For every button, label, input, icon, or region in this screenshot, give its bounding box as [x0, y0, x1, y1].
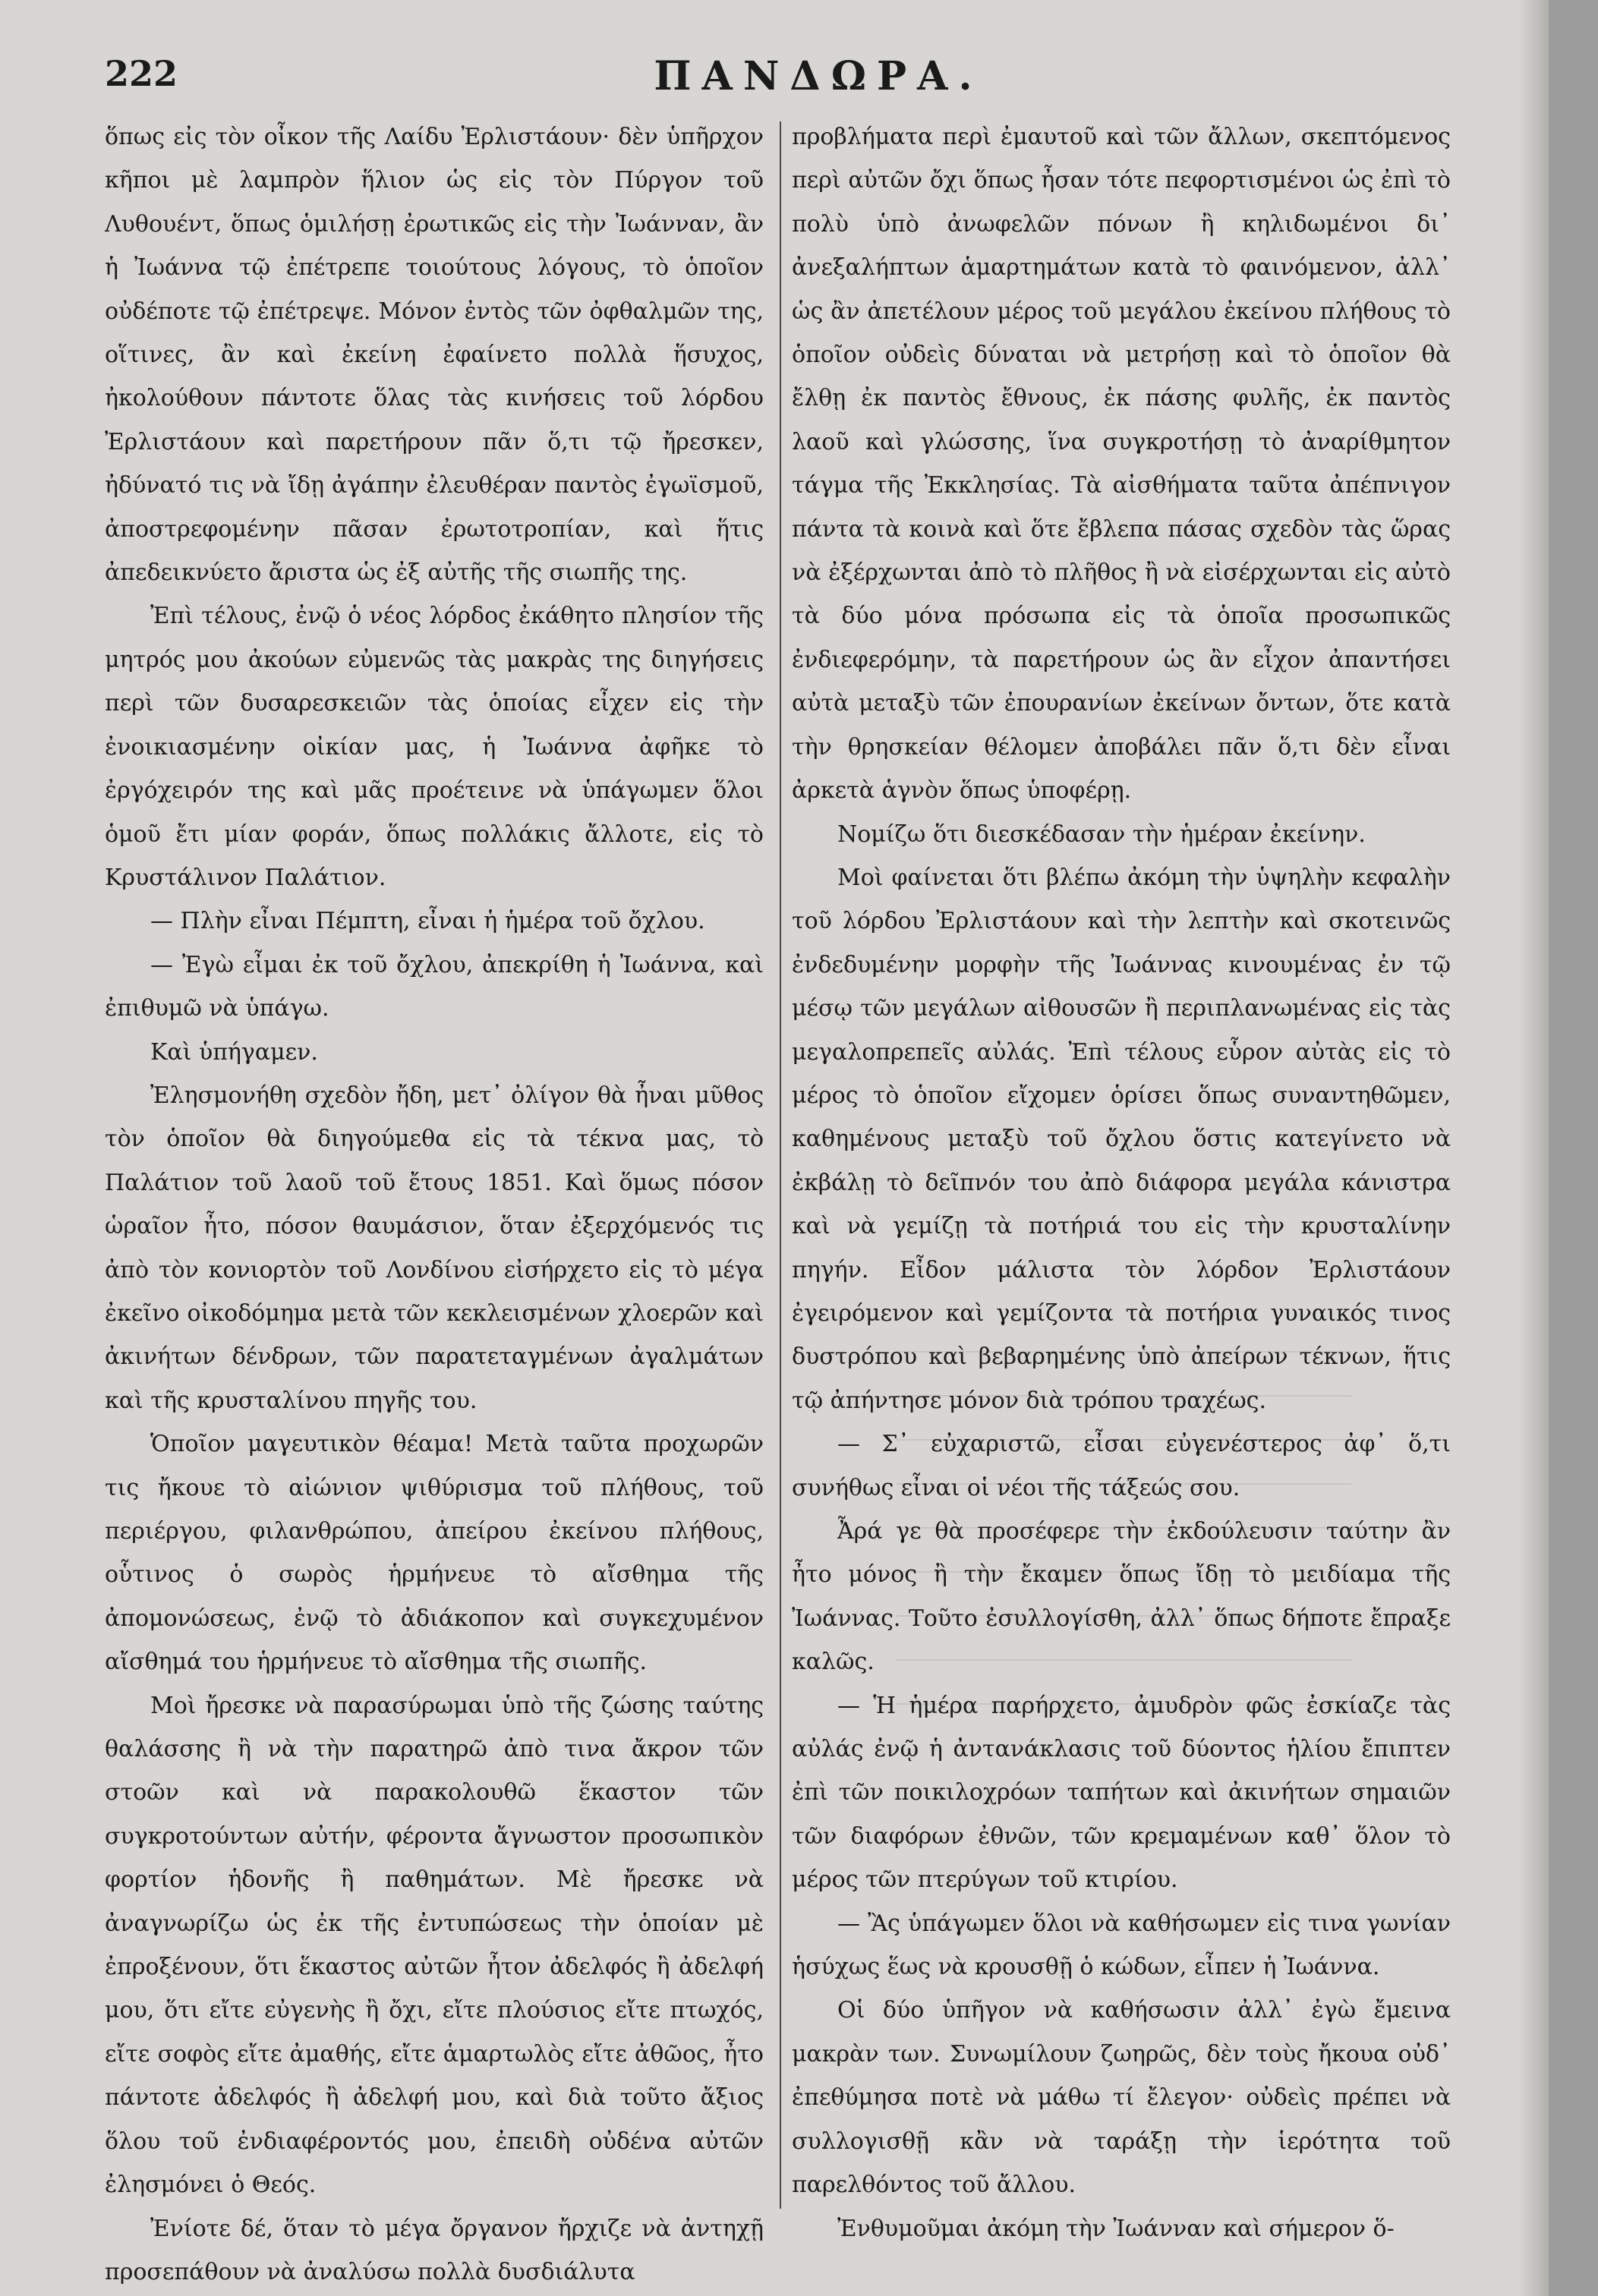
- paragraph: — Σ᾽ εὐχαριστῶ, εἶσαι εὐγενέστερος ἀφ᾽ ὅ,τι συνήθως εἶναι οἱ νέοι τῆς τάξεώς σου.: [792, 1431, 1451, 1501]
- paragraph: Μοὶ ἤρεσκε νὰ παρασύρωμαι ὑπὸ τῆς ζώσης ταύτης θαλάσσης ἢ νὰ τὴν παρατηρῶ ἀπὸ τινα ἄκρον τῶν στοῶν καὶ νὰ παρακολουθῶ ἕκαστον τῶν συγκροτούντων αὐτήν, φέροντα ἄγνωστον προσωπικὸν φορτίον ἡδονῆς ἢ παθημάτων. Μὲ ἤρεσκε νὰ ἀναγνωρίζω ὡς ἐκ τῆς ἐντυπώσεως τὴν ὁποίαν μὲ ἐπροξένουν, ὅτι ἕκαστος αὐτῶν ἦτον ἀδελφός ἢ ἀδελφή μου, ὅτι εἴτε εὐγενὴς ἢ ὄχι, εἴτε πλούσιος εἴτε πτωχός, εἴτε σοφὸς εἴτε ἀμαθής, εἴτε ἁμαρτωλὸς εἴτε ἀθῶος, ἦτο πάντοτε ἀδελφός ἢ ἀδελφή μου, καὶ διὰ τοῦτο ἄξιος ὅλου τοῦ ἐνδιαφέροντός μου, ἐπειδὴ οὐδένα αὐτῶν ἐλησμόνει ὁ Θεός.: [105, 1692, 764, 2199]
- paragraph: Ἐνθυμοῦμαι ἀκόμη τὴν Ἰωάνναν καὶ σήμερον ὅ-: [837, 2215, 1395, 2242]
- paragraph: Ἐλησμονήθη σχεδὸν ἤδη, μετ᾽ ὀλίγον θὰ ἦναι μῦθος τὸν ὁποῖον θὰ διηγούμεθα εἰς τὰ τέκνα μας, τὸ Παλάτιον τοῦ λαοῦ τοῦ ἔτους 1851. Καὶ ὅμως πόσον ὡραῖον ἦτο, πόσον θαυμάσιον, ὅταν ἐξερχόμενός τις ἀπὸ τὸν κονιορτὸν τοῦ Λονδίνου εἰσήρχετο εἰς τὸ μέγα ἐκεῖνο οἰκοδόμημα μετὰ τῶν κεκλεισμένων χλοερῶν καὶ ἀκινήτων δένδρων, τῶν παρατεταγμένων ἀγαλμάτων καὶ τῆς κρυσταλίνου πηγῆς του.: [105, 1082, 764, 1414]
- column-rule: [780, 121, 781, 2209]
- paragraph: — Ἂς ὑπάγωμεν ὅλοι νὰ καθήσωμεν εἰς τινα γωνίαν ἡσύχως ἕως νὰ κρουσθῇ ὁ κώδων, εἶπεν ἡ Ἰωάννα.: [792, 1910, 1451, 1981]
- running-header: [105, 53, 1532, 106]
- left-column: [105, 115, 764, 2294]
- paragraph: — Πλὴν εἶναι Πέμπτη, εἶναι ἡ ἡμέρα τοῦ ὄχλου.: [150, 908, 705, 935]
- paragraph: Νομίζω ὅτι διεσκέδασαν τὴν ἡμέραν ἐκείνην.: [837, 820, 1366, 848]
- journal-title: ΠΑΝΔΩΡΑ.: [654, 53, 983, 99]
- paragraph: Ἆρά γε θὰ προσέφερε τὴν ἐκδούλευσιν ταύτην ἂν ἦτο μόνος ἢ τὴν ἔκαμεν ὅπως ἴδῃ τὸ μειδίαμα τῆς Ἰωάννας. Τοῦτο ἐσυλλογίσθη, ἀλλ᾽ ὅπως δήποτε ἔπραξε καλῶς.: [792, 1518, 1451, 1676]
- paragraph: Ὁποῖον μαγευτικὸν θέαμα! Μετὰ ταῦτα προχωρῶν τις ἤκουε τὸ αἰώνιον ψιθύρισμα τοῦ πλήθους, τοῦ περιέργου, φιλανθρώπου, ἀπείρου ἐκείνου πλήθους, οὗτινος ὁ σωρὸς ἡρμήνευε τὸ αἴσθημα τῆς ἀπομονώσεως, ἐνῷ τὸ ἀδιάκοπον καὶ συγκεχυμένον αἴσθημά του ἡρμήνευε τὸ αἴσθημα τῆς σιωπῆς.: [105, 1431, 764, 1676]
- paragraph: προβλήματα περὶ ἐμαυτοῦ καὶ τῶν ἄλλων, σκεπτόμενος περὶ αὐτῶν ὄχι ὅπως ἦσαν τότε πεφορτισμένοι ὡς ἐπὶ τὸ πολὺ ὑπὸ ἀνωφελῶν πόνων ἢ κηλιδωμένοι δι᾽ ἀνεξαλήπτων ἁμαρτημάτων κατὰ τὸ φαινόμενον, ἀλλ᾽ ὡς ἂν ἀπετέλουν μέρος τοῦ μεγάλου ἐκείνου πλήθους τὸ ὁποῖον οὐδεὶς δύναται νὰ μετρήσῃ καὶ τὸ ὁποῖον θὰ ἔλθῃ ἐκ παντὸς ἔθνους, ἐκ πάσης φυλῆς, ἐκ παντὸς λαοῦ καὶ γλώσσης, ἵνα συγκροτήσῃ τὸ ἀναρίθμητον τάγμα τῆς Ἐκκλησίας. Τὰ αἰσθήματα ταῦτα ἀπέπνιγον πάντα τὰ κοινὰ καὶ ὅτε ἔβλεπα πάσας σχεδὸν τὰς ὥρας νὰ ἐξέρχωνται ἀπὸ τὸ πλῆθος ἢ νὰ εἰσέρχωνται εἰς αὐτὸ τὰ δύο μόνα πρόσωπα εἰς τὰ ὁποῖα προσωπικῶς ἐνδιεφερόμην, τὰ παρετήρουν ὡς ἂν εἶχον ἀπαντήσει αὐτὰ μεταξὺ τῶν ἐπουρανίων ἐκείνων ὄντων, ὅτε κατὰ τὴν θρησκείαν θέλομεν ἀποβάλει πᾶν ὅ,τι δὲν εἶναι ἀρκετὰ ἁγνὸν ὅπως ὑποφέρῃ.: [792, 124, 1451, 805]
- page-number: 222: [105, 53, 178, 94]
- paragraph: — Ἐγὼ εἶμαι ἐκ τοῦ ὄχλου, ἀπεκρίθη ἡ Ἰωάννα, καὶ ἐπιθυμῶ νὰ ὑπάγω.: [105, 951, 764, 1022]
- paragraph: Ἐπὶ τέλους, ἐνῷ ὁ νέος λόρδος ἐκάθητο πλησίον τῆς μητρός μου ἀκούων εὐμενῶς τὰς μακρὰς της διηγήσεις περὶ τῶν δυσαρεσκειῶν τὰς ὁποίας εἶχεν εἰς τὴν ἐνοικιασμένην οἰκίαν μας, ἡ Ἰωάννα ἀφῆκε τὸ ἐργόχειρόν της καὶ μᾶς προέτεινε νὰ ὑπάγωμεν ὅλοι ὁμοῦ ἔτι μίαν φοράν, ὅπως πολλάκις ἄλλοτε, εἰς τὸ Κρυστάλινον Παλάτιον.: [105, 603, 764, 891]
- right-column: [792, 115, 1451, 2250]
- paragraph: Καὶ ὑπήγαμεν.: [150, 1038, 318, 1066]
- show-through: [896, 1351, 1351, 1731]
- paragraph: ὅπως εἰς τὸν οἶκον τῆς Λαίδυ Ἐρλιστάουν· δὲν ὑπῆρχον κῆποι μὲ λαμπρὸν ἥλιον ὡς εἰς τὸν Πύργον τοῦ Λυθουέντ, ὅπως ὁμιλήσῃ ἐρωτικῶς εἰς τὴν Ἰωάνναν, ἂν ἡ Ἰωάννα τῷ ἐπέτρεπε τοιούτους λόγους, τὸ ὁποῖον οὐδέποτε τῷ ἐπέτρεψε. Μόνον ἐντὸς τῶν ὀφθαλμῶν της, οἵτινες, ἂν καὶ ἐκείνη ἐφαίνετο πολλὰ ἥσυχος, ἠκολούθουν πάντοτε ὅλας τὰς κινήσεις τοῦ λόρδου Ἐρλιστάουν καὶ παρετήρουν πᾶν ὅ,τι τῷ ἤρεσκεν, ἠδύνατό τις νὰ ἴδῃ ἀγάπην ἐλευθέραν παντὸς ἐγωϊσμοῦ, ἀποστρεφομένην πᾶσαν ἐρωτοτροπίαν, καὶ ἥτις ἀπεδεικνύετο ἄριστα ὡς ἐξ αὐτῆς τῆς σιωπῆς της.: [105, 124, 764, 587]
- paragraph: Ἐνίοτε δέ, ὅταν τὸ μέγα ὄργανον ἤρχιζε νὰ ἀντηχῇ προσεπάθουν νὰ ἀναλύσω πολλὰ δυσδιάλυτα: [105, 2215, 764, 2285]
- paragraph: — Ἡ ἡμέρα παρήρχετο, ἀμυδρὸν φῶς ἐσκίαζε τὰς αὐλάς ἐνῷ ἡ ἀντανάκλασις τοῦ δύοντος ἡλίου ἔπιπτεν ἐπὶ τῶν ποικιλοχρόων ταπήτων καὶ ἀκινήτων σημαιῶν τῶν διαφόρων ἐθνῶν, τῶν κρεμαμένων καθ᾽ ὅλον τὸ μέρος τῶν πτερύγων τοῦ κτιρίου.: [792, 1692, 1451, 1894]
- paragraph: Μοὶ φαίνεται ὅτι βλέπω ἀκόμη τὴν ὑψηλὴν κεφαλὴν τοῦ λόρδου Ἐρλιστάουν καὶ τὴν λεπτὴν καὶ σκοτεινῶς ἐνδεδυμένην μορφὴν τῆς Ἰωάννας κινουμένας ἐν τῷ μέσῳ τῶν μεγάλων αἰθουσῶν ἢ περιπλανωμένας εἰς τὰς μεγαλοπρεπεῖς αὐλάς. Ἐπὶ τέλους εὗρον αὐτὰς εἰς τὸ μέρος τὸ ὁποῖον εἴχομεν ὁρίσει ὅπως συναντηθῶμεν, καθημένους μεταξὺ τοῦ ὄχλου ὅστις κατεγίνετο νὰ ἐκβάλῃ τὸ δεῖπνόν του ἀπὸ διάφορα μεγάλα κάνιστρα καὶ νὰ γεμίζῃ τὰ ποτήριά του εἰς τὴν κρυσταλίνην πηγήν. Εἶδον μάλιστα τὸν λόρδον Ἐρλιστάουν ἐγειρόμενον καὶ γεμίζοντα τὰ ποτήρια γυναικός τινος δυστρόπου καὶ βεβαρημένης ὑπὸ ἀπείρων τέκνων, ἥτις τῷ ἀπήντησε μόνον διὰ τρόπου τραχέως.: [792, 864, 1451, 1414]
- paragraph: Οἱ δύο ὑπῆγον νὰ καθήσωσιν ἀλλ᾽ ἐγὼ ἔμεινα μακρὰν των. Συνωμίλουν ζωηρῶς, δὲν τοὺς ἤκουα οὐδ᾽ ἐπεθύμησα ποτὲ νὰ μάθω τί ἔλεγον· οὐδεὶς πρέπει νὰ συλλογισθῇ κἂν νὰ ταράξῃ τὴν ἱερότητα τοῦ παρελθόντος τοῦ ἄλλου.: [792, 1997, 1451, 2199]
